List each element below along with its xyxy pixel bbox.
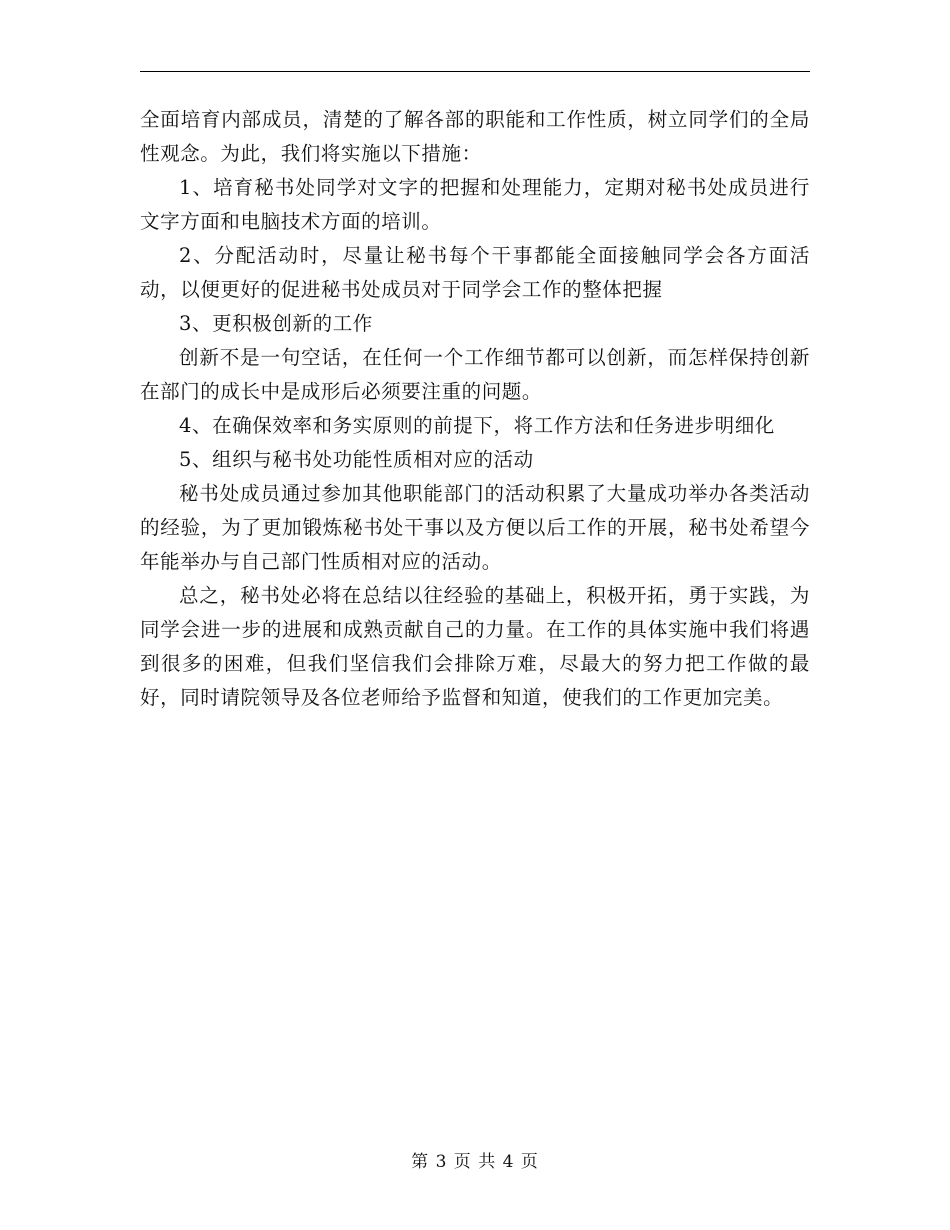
header-rule bbox=[140, 71, 810, 72]
paragraph-measure-5: 5、组织与秘书处功能性质相对应的活动 bbox=[179, 448, 534, 471]
paragraph-innovation: 创新不是一句空话，在任何一个工作细节都可以创新，而怎样保持创新在部门的成长中是成形后必须要注重的问题。 bbox=[140, 346, 810, 403]
paragraph-measure-4: 4、在确保效率和务实原则的前提下，将工作方法和任务进步明细化 bbox=[179, 414, 775, 437]
paragraph-conclusion: 总之，秘书处必将在总结以往经验的基础上，积极开拓，勇于实践，为同学会进一步的进展和成熟贡献自己的力量。在工作的具体实施中我们将遇到很多的困难，但我们坚信我们会排除万难，尽最大的努力把工作做的最好，同时请院领导及各位老师给予监督和知道，使我们的工作更加完美。 bbox=[140, 584, 810, 709]
document-body bbox=[140, 103, 810, 715]
paragraph-activities: 秘书处成员通过参加其他职能部门的活动积累了大量成功举办各类活动的经验，为了更加锻炼秘书处干事以及方便以后工作的开展，秘书处希望今年能举办与自己部门性质相对应的活动。 bbox=[140, 482, 810, 573]
page-number-footer: 第 3 页 共 4 页 bbox=[411, 1152, 539, 1172]
paragraph-intro: 全面培育内部成员，清楚的了解各部的职能和工作性质，树立同学们的全局性观念。为此，我们将实施以下措施： bbox=[140, 108, 810, 165]
paragraph-measure-3: 3、更积极创新的工作 bbox=[179, 312, 373, 335]
paragraph-measure-1: 1、培育秘书处同学对文字的把握和处理能力，定期对秘书处成员进行文字方面和电脑技术方面的培训。 bbox=[140, 176, 810, 233]
paragraph-measure-2: 2、分配活动时，尽量让秘书每个干事都能全面接触同学会各方面活动，以便更好的促进秘书处成员对于同学会工作的整体把握 bbox=[140, 244, 810, 301]
